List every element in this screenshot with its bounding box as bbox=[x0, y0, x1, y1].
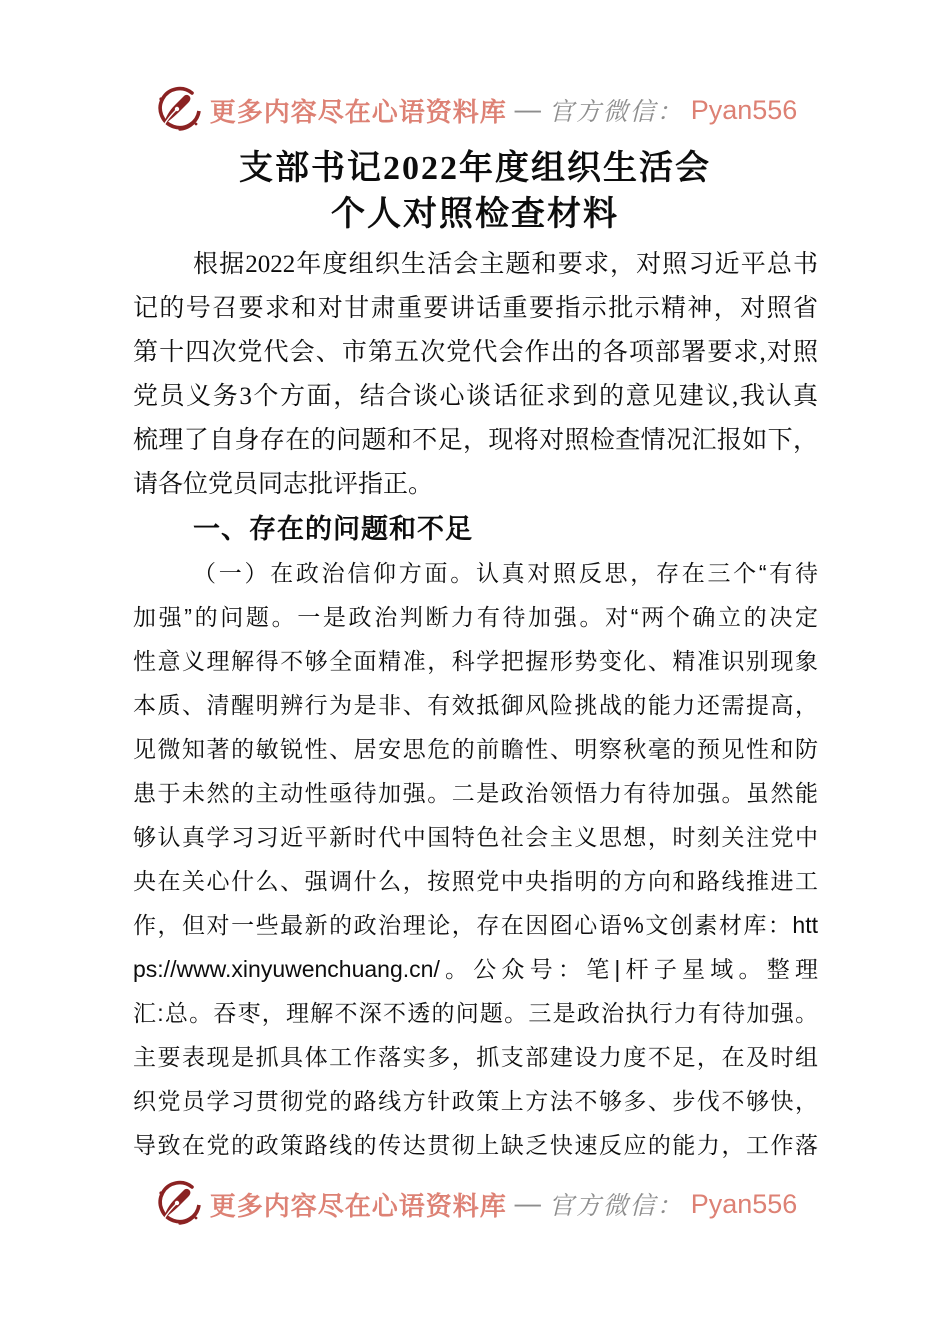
header-watermark bbox=[0, 84, 950, 136]
paragraph-line: 织党员学习贯彻党的路线方针政策上方法不够多、步伐不够快， bbox=[133, 1088, 818, 1114]
paragraph-line: 够认真学习习近平新时代中国特色社会主义思想，时刻关注党中 bbox=[133, 824, 818, 850]
paragraph-line: 汇:总。吞枣，理解不深不透的问题。三是政治执行力有待加强。 bbox=[133, 1000, 818, 1026]
opening-paragraph bbox=[133, 243, 818, 507]
watermark-main-text: 更多内容尽在心语资料库 bbox=[209, 1191, 507, 1221]
footer-watermark bbox=[0, 1178, 950, 1230]
paragraph-line: 本质、清醒明辨行为是非、有效抵御风险挑战的能力还需提高， bbox=[133, 692, 818, 718]
watermark-wechat-label: 官方微信： bbox=[548, 1193, 684, 1220]
political-belief-paragraph bbox=[133, 551, 818, 1167]
pen-nib-emblem-icon bbox=[153, 1178, 203, 1230]
paragraph-line: 主要表现是抓具体工作落实多，抓支部建设力度不足，在及时组 bbox=[133, 1044, 818, 1070]
pen-nib-emblem-icon bbox=[153, 84, 203, 136]
paragraph-line: 根据2022年度组织生活会主题和要求，对照习近平总书 bbox=[193, 251, 818, 278]
paragraph-line: 见微知著的敏锐性、居安思危的前瞻性、明察秋毫的预见性和防 bbox=[133, 736, 818, 762]
watermark-wechat-label: 官方微信： bbox=[548, 99, 684, 126]
paragraph-line: （一）在政治信仰方面。认真对照反思，存在三个“有待 bbox=[193, 560, 818, 586]
watermark-main-text: 更多内容尽在心语资料库 bbox=[209, 97, 507, 127]
paragraph-line: 作，但对一些最新的政治理论，存在因囵心语%文创素材库：htt bbox=[133, 912, 818, 938]
paragraph-line: 央在关心什么、强调什么，按照党中央指明的方向和路线推进工 bbox=[133, 868, 818, 894]
watermark-wechat-id: Pyan556 bbox=[690, 1188, 798, 1219]
document-body bbox=[133, 243, 818, 1167]
paragraph-line: 记的号召要求和对甘肃重要讲话重要指示批示精神，对照省 bbox=[133, 295, 818, 322]
paragraph-line: 导致在党的政策路线的传达贯彻上缺乏快速反应的能力，工作落 bbox=[133, 1132, 818, 1158]
watermark-dash: — bbox=[514, 95, 541, 124]
paragraph-line: 梳理了自身存在的问题和不足，现将对照检查情况汇报如下， bbox=[133, 427, 818, 454]
watermark-wechat-id: Pyan556 bbox=[690, 94, 798, 125]
document-title bbox=[0, 146, 950, 238]
paragraph-line: 加强”的问题。一是政治判断力有待加强。对“两个确立的决定 bbox=[133, 604, 818, 630]
paragraph-line: 性意义理解得不够全面精准，科学把握形势变化、精准识别现象 bbox=[133, 648, 818, 674]
title-line: 个人对照检查材料 bbox=[331, 196, 619, 233]
paragraph-line: ps://www.xinyuwenchuang.cn/。公众号：笔|杆子星域。整理 bbox=[133, 956, 818, 982]
title-line: 支部书记2022年度组织生活会 bbox=[239, 150, 711, 187]
paragraph-line: 患于未然的主动性亟待加强。二是政治领悟力有待加强。虽然能 bbox=[133, 780, 818, 806]
section-heading: 一、存在的问题和不足 bbox=[193, 514, 473, 544]
paragraph-line: 第十四次党代会、市第五次党代会作出的各项部署要求,对照 bbox=[133, 339, 818, 366]
paragraph-line: 请各位党员同志批评指正。 bbox=[133, 471, 434, 498]
paragraph-line: 党员义务3个方面，结合谈心谈话征求到的意见建议,我认真 bbox=[133, 383, 818, 410]
watermark-dash: — bbox=[514, 1189, 541, 1218]
